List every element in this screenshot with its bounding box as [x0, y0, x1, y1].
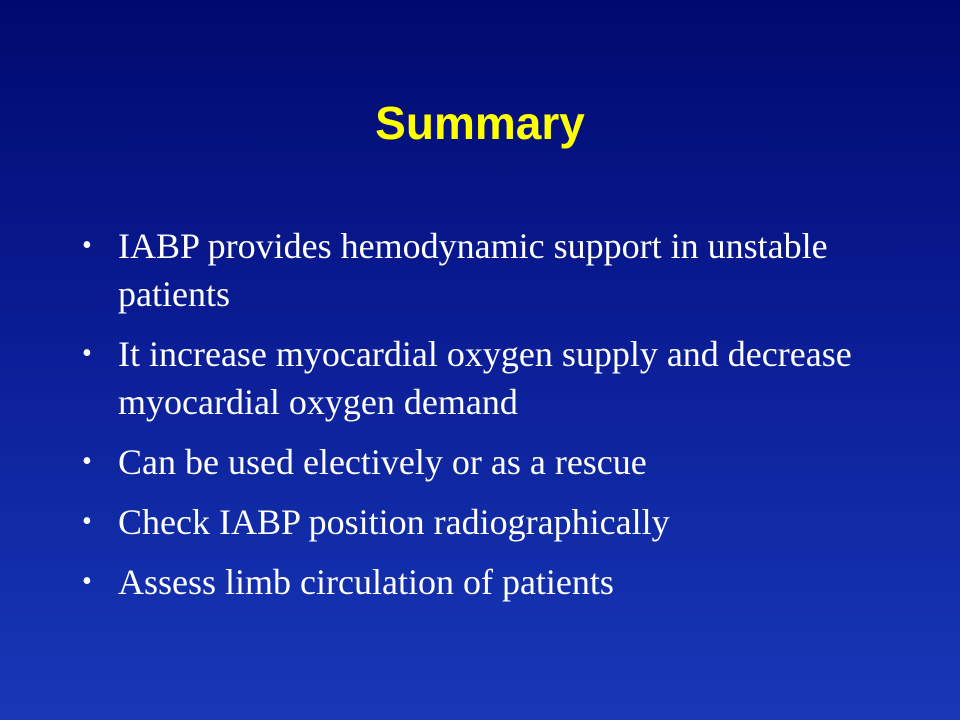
bullet-item [80, 558, 880, 606]
bullet-item [80, 330, 880, 426]
bullet-text: It increase myocardial oxygen supply and decrease myocardial oxygen demand [118, 334, 852, 422]
bullet-dot-icon: • [82, 446, 92, 477]
slide-title: Summary [375, 97, 585, 149]
bullet-dot-icon: • [82, 506, 92, 537]
bullet-text: IABP provides hemodynamic support in unstable patients [118, 226, 828, 314]
bullet-text: Assess limb circulation of patients [118, 562, 614, 602]
bullet-dot-icon: • [82, 566, 92, 597]
bullet-dot-icon: • [82, 230, 92, 261]
bullet-dot-icon: • [82, 338, 92, 369]
bullet-text: Can be used electively or as a rescue [118, 442, 647, 482]
bullet-item [80, 438, 880, 486]
bullet-item [80, 222, 880, 318]
bullet-text: Check IABP position radiographically [118, 502, 670, 542]
bullet-list [80, 222, 880, 618]
bullet-item [80, 498, 880, 546]
